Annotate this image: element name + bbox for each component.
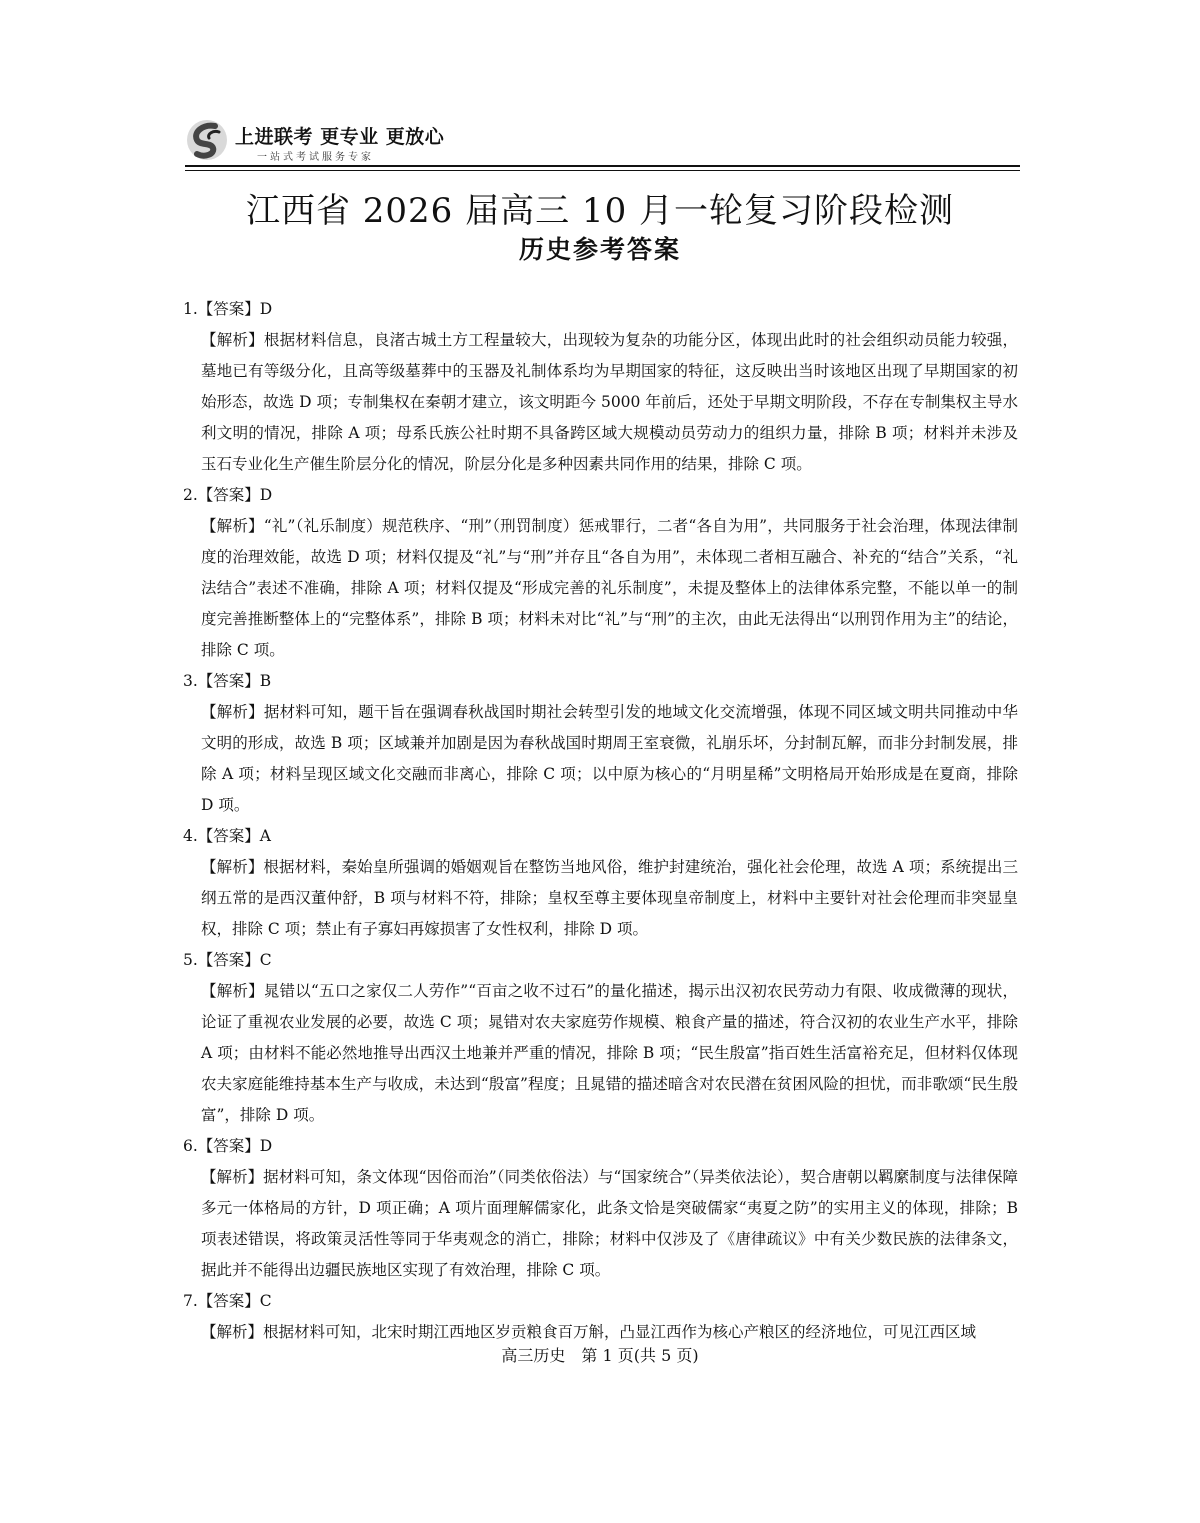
answer-item xyxy=(183,1131,1018,1286)
brand-slogan: 上进联考 更专业 更放心 xyxy=(235,126,445,148)
answer-item xyxy=(183,1286,1018,1348)
answer-item xyxy=(183,945,1018,1131)
answer-item xyxy=(183,480,1018,666)
answer-label: 1.【答案】D xyxy=(183,300,273,318)
page-title: 江西省 2026 届高三 10 月一轮复习阶段检测 xyxy=(245,191,955,231)
answer-label: 7.【答案】C xyxy=(183,1292,272,1310)
answer-label: 5.【答案】C xyxy=(183,951,272,969)
analysis-text: 【解析】据材料可知，条文体现“因俗而治”（同类依俗法）与“国家统合”（异类依法论），契合唐朝以羁縻制度与法律保障多元一体格局的方针，D 项正确；A 项片面理解儒家化，此条文恰是突破儒家“夷夏之防”的实用主义的体现，排除；B 项表述错误，将政策灵活性等同于华夷观念的消亡，排除；材料中仅涉及了《唐律疏议》中有关少数民族的法律条文，据此并不能得出边疆民族地区实现了有效治理，排除 C 项。 xyxy=(201,1168,1018,1279)
page-subtitle: 历史参考答案 xyxy=(518,235,681,264)
page-footer: 高三历史 第 1 页(共 5 页) xyxy=(501,1346,699,1365)
analysis-text: 【解析】根据材料可知，北宋时期江西地区岁贡粮食百万斛，凸显江西作为核心产粮区的经济地位，可见江西区域 xyxy=(201,1323,977,1341)
analysis-text: 【解析】“礼”（礼乐制度）规范秩序、“刑”（刑罚制度）惩戒罪行，二者“各自为用”，共同服务于社会治理，体现法律制度的治理效能，故选 D 项；材料仅提及“礼”与“刑”并存且“各自为用”，未体现二者相互融合、补充的“结合”关系，“礼法结合”表述不准确，排除 A 项；材料仅提及“形成完善的礼乐制度”，未提及整体上的法律体系完整，不能以单一的制度完善推断整体上的“完整体系”，排除 B 项；材料未对比“礼”与“刑”的主次，由此无法得出“以刑罚作用为主”的结论，排除 C 项。 xyxy=(201,517,1018,659)
header xyxy=(185,112,1020,172)
logo-icon xyxy=(185,118,229,162)
answer-item xyxy=(183,666,1018,821)
answer-list xyxy=(183,294,1018,1348)
answer-item xyxy=(183,821,1018,945)
header-rule-thin xyxy=(185,170,1020,171)
analysis-text: 【解析】根据材料，秦始皇所强调的婚姻观旨在整饬当地风俗，维护封建统治，强化社会伦理，故选 A 项；系统提出三纲五常的是西汉董仲舒，B 项与材料不符，排除；皇权至尊主要体现皇帝制度上，材料中主要针对社会伦理而非突显皇权，排除 C 项；禁止有子寡妇再嫁损害了女性权利，排除 D 项。 xyxy=(201,858,1018,938)
answer-item xyxy=(183,294,1018,480)
answer-label: 4.【答案】A xyxy=(183,827,271,845)
brand-sub-slogan: 一站式考试服务专家 xyxy=(257,152,374,163)
analysis-text: 【解析】根据材料信息，良渚古城土方工程量较大，出现较为复杂的功能分区，体现出此时的社会组织动员能力较强，墓地已有等级分化，且高等级墓葬中的玉器及礼制体系均为早期国家的特征，这反映出当时该地区出现了早期国家的初始形态，故选 D 项；专制集权在秦朝才建立，该文明距今 5000 年前后，还处于早期文明阶段，不存在专制集权主导水利文明的情况，排除 A 项；母系氏族公社时期不具备跨区域大规模动员劳动力的组织力量，排除 B 项；材料并未涉及玉石专业化生产催生阶层分化的情况，阶层分化是多种因素共同作用的结果，排除 C 项。 xyxy=(201,331,1018,473)
answer-label: 3.【答案】B xyxy=(183,672,272,690)
answer-label: 2.【答案】D xyxy=(183,486,273,504)
header-rule xyxy=(185,165,1020,167)
answer-label: 6.【答案】D xyxy=(183,1137,273,1155)
analysis-text: 【解析】晁错以“五口之家仅二人劳作”“百亩之收不过石”的量化描述，揭示出汉初农民劳动力有限、收成微薄的现状，论证了重视农业发展的必要，故选 C 项；晁错对农夫家庭劳作规模、粮食产量的描述，符合汉初的农业生产水平，排除 A 项；由材料不能必然地推导出西汉土地兼并严重的情况，排除 B 项；“民生殷富”指百姓生活富裕充足，但材料仅体现农夫家庭能维持基本生产与收成，未达到“殷富”程度；且晁错的描述暗含对农民潜在贫困风险的担忧，而非歌颂“民生殷富”，排除 D 项。 xyxy=(201,982,1018,1124)
analysis-text: 【解析】据材料可知，题干旨在强调春秋战国时期社会转型引发的地域文化交流增强，体现不同区域文明共同推动中华文明的形成，故选 B 项；区域兼并加剧是因为春秋战国时期周王室衰微，礼崩乐坏，分封制瓦解，而非分封制发展，排除 A 项；材料呈现区域文化交融而非离心，排除 C 项；以中原为核心的“月明星稀”文明格局开始形成是在夏商，排除 D 项。 xyxy=(201,703,1018,814)
